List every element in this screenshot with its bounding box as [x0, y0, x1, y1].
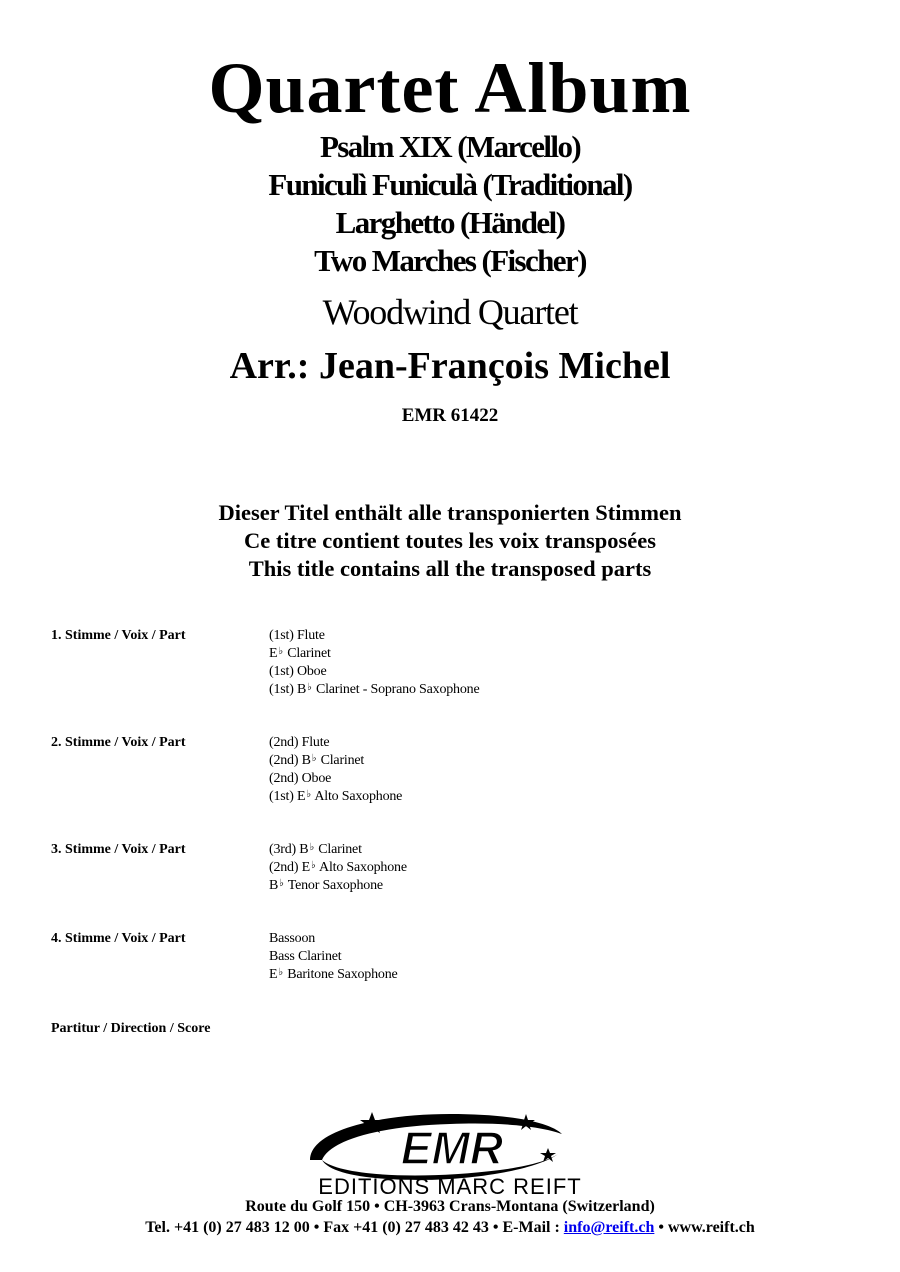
part-2-instrument-1: (2nd) Flute — [269, 735, 330, 750]
flat-symbol: ♭ — [307, 682, 312, 693]
flat-symbol: ♭ — [279, 878, 284, 889]
flat-symbol: ♭ — [310, 860, 316, 871]
email-link[interactable]: info@reift.ch — [563, 1219, 655, 1236]
album-title: Quartet Album — [208, 48, 692, 128]
catalog-number: EMR 61422 — [401, 405, 499, 426]
notice-english: This title contains all the transposed parts — [248, 556, 652, 581]
piece-title-2: Funiculì Funiculà (Traditional) — [268, 167, 632, 202]
piece-title-3: Larghetto (Händel) — [335, 205, 565, 240]
logo-emr-text: EMR — [400, 1122, 504, 1174]
part-1-label: 1. Stimme / Voix / Part — [51, 628, 186, 643]
flat-symbol: ♭ — [278, 967, 283, 978]
part-2-label: 2. Stimme / Voix / Part — [51, 735, 186, 750]
flat-symbol: ♭ — [309, 842, 314, 853]
part-4-label: 4. Stimme / Voix / Part — [51, 931, 186, 946]
part-1-instrument-4: (1st) B♭ Clarinet - Soprano Saxophone — [269, 682, 480, 697]
publisher-address: Route du Golf 150 • CH-3963 Crans-Montana (Switzerland) — [245, 1198, 655, 1215]
piece-title-4: Two Marches (Fischer) — [314, 243, 586, 278]
publisher-contact: Tel. +41 (0) 27 483 12 00 • Fax +41 (0) 27 483 42 43 • E-Mail : info@reift.ch • www.reift.ch — [145, 1219, 755, 1236]
flat-symbol: ♭ — [306, 789, 311, 800]
flat-symbol: ♭ — [311, 753, 317, 764]
score-label: Partitur / Direction / Score — [51, 1021, 211, 1036]
part-4-instrument-2: Bass Clarinet — [269, 949, 342, 964]
part-3-instrument-2: (2nd) E♭ Alto Saxophone — [269, 860, 407, 875]
piece-title-1: Psalm XIX (Marcello) — [319, 129, 581, 164]
part-4-instrument-1: Bassoon — [269, 931, 316, 946]
part-2-instrument-2: (2nd) B♭ Clarinet — [269, 753, 365, 768]
part-3-instrument-1: (3rd) B♭ Clarinet — [269, 842, 362, 857]
flat-symbol: ♭ — [278, 646, 283, 657]
emr-logo — [300, 1108, 600, 1198]
part-2-instrument-4: (1st) E♭ Alto Saxophone — [269, 789, 403, 804]
arranger-credit: Arr.: Jean-François Michel — [229, 345, 671, 387]
part-1-instrument-1: (1st) Flute — [269, 628, 325, 643]
notice-german: Dieser Titel enthält alle transponierten Stimmen — [218, 500, 682, 525]
part-1-instrument-2: E♭ Clarinet — [269, 646, 331, 661]
part-3-instrument-3: B♭ Tenor Saxophone — [269, 878, 383, 893]
part-4-instrument-3: E♭ Baritone Saxophone — [269, 967, 398, 982]
part-2-instrument-3: (2nd) Oboe — [269, 771, 332, 786]
part-1-instrument-3: (1st) Oboe — [269, 664, 327, 679]
notice-french: Ce titre contient toutes les voix transposées — [243, 528, 656, 553]
ensemble-label: Woodwind Quartet — [322, 292, 578, 332]
part-3-label: 3. Stimme / Voix / Part — [51, 842, 186, 857]
logo-company-name: EDITIONS MARC REIFT — [318, 1174, 582, 1198]
